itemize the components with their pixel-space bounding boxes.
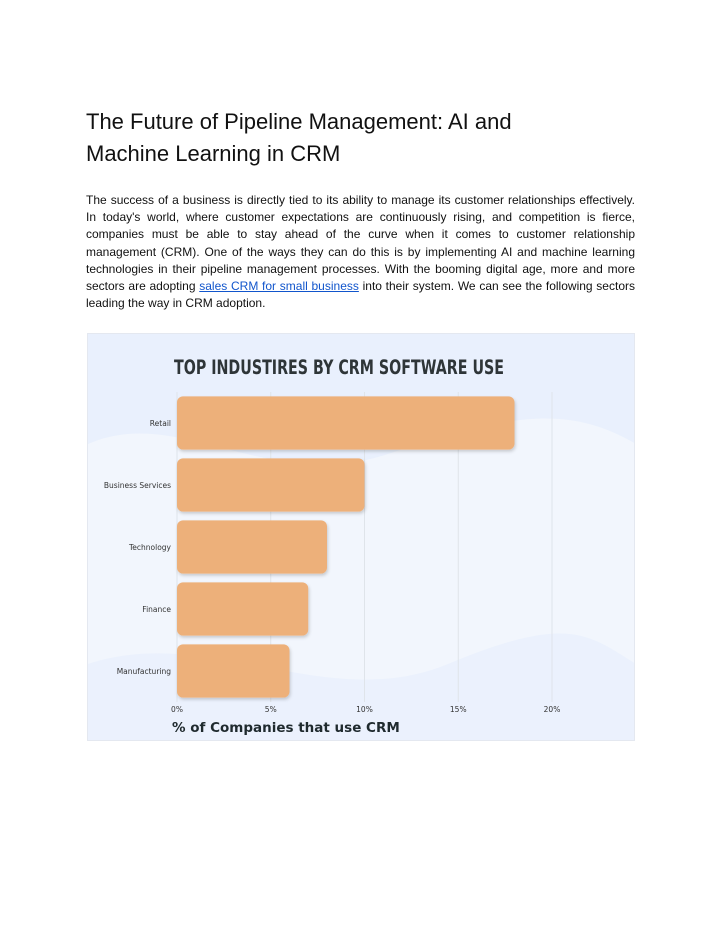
bar-retail [177,396,515,449]
x-axis-label: % of Companies that use CRM [172,720,400,736]
paragraph-text-before-link: The success of a business is directly tied to its ability to manage its customer relationships effectively. In today's world, where customer expectations are continuously rising, and competition is fierce, companies must be able to stay ahead of the curve when it comes to customer relationship management (CRM). One of the ways they can do this is by implementing AI and machine learning technologies in their pipeline management processes. With the booming digital age, more and more sectors are adopting [86,193,635,294]
x-tick-label-1: 5% [264,705,277,714]
x-tick-label-2: 10% [356,705,373,714]
x-tick-label-0: 0% [171,705,183,714]
title-line-1: The Future of Pipeline Management: AI and [86,109,512,134]
intro-paragraph [86,192,635,312]
category-label-retail: Retail [149,419,171,428]
bar-finance [177,582,308,635]
sales-crm-link[interactable]: sales CRM for small business [199,279,359,294]
bar-technology [177,520,327,573]
bar-business-services [177,458,365,511]
category-label-finance: Finance [142,605,171,614]
page-title [86,106,646,170]
bar-manufacturing [177,644,290,697]
chart-svg [88,334,635,741]
crm-industries-chart [87,333,635,741]
x-tick-label-4: 20% [543,705,561,714]
category-label-technology: Technology [128,543,171,552]
chart-title: TOP INDUSTIRES BY CRM SOFTWARE USE [174,356,504,379]
category-label-manufacturing: Manufacturing [116,667,171,676]
x-tick-label-3: 15% [449,705,467,714]
category-label-business-services: Business Services [103,481,171,490]
title-line-2: Machine Learning in CRM [86,141,341,166]
paragraph-text-after-link: into their system. We can see the following sectors leading the way in CRM adoption. [86,279,635,311]
